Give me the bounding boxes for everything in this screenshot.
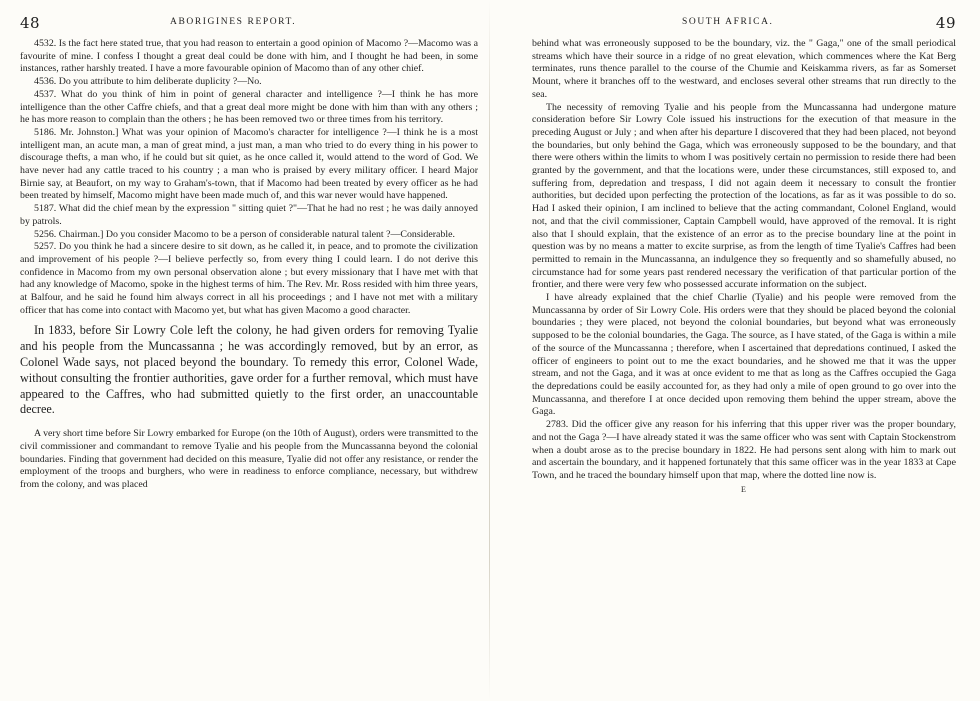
left-page-header [20,14,478,36]
paragraph-2783: 2783. Did the officer give any reason for his inferring that this upper river was the proper boundary, and not the Gaga ?—I have already stated it was the same officer who was sent with Captain Stockenstrom when a doubt arose as to the precise boundary in 1822. He had persons sent along with him to mark out and ascertain the boundary, and it happened fortunately that this same officer was in the year 1833 at Cape Town, and he traced the boundary himself upon that map, where the dotted line now is. [532,419,956,481]
paragraph-explained: I have already explained that the chief Charlie (Tyalie) and his people were removed from the Muncassanna by order of Sir Lowry Cole. His orders were that they should be placed beyond the colonial boundaries ; they were placed, not beyond the colonial boundaries, but beyond what was erroneously supposed to be the colonial boundaries, the Gaga. The source, as I have stated, of the Gaga is within a mile of the source of the Muncassanna ; therefore, when I ascertained that depredations continued, I asked the officer of engineers to point out to me the exact boundaries, and he showed me that it was the upper stream, and not the Gaga, and it was at once evident to me that as long as the Caffres occupied the Gaga the depredations could be easily accounted for, as they had only a mile of open ground to go over into the Muncassanna, and therefore I at once decided upon removing them behind the upper stream, above the Gaga. [532,292,956,418]
paragraph-5186: 5186. Mr. Johnston.] What was your opinion of Macomo's character for intelligence ?—I think he is a most intelligent man, an acute man, a man of great mind, a just man, a man who tried to do every thing in his power to discourage thefts, a man who, if he could but sit quiet, as he once called it, would attend to the word of God. We have never had any cattle traced to his country ; a man who is praised by every military officer. I heard Major Birnie say, at Beaufort, on my way to Graham's-town, that if Macomo had been treated by every officer as he had been treated by himself, Macomo might have been made much of, and this war never would have happened. [20,126,478,202]
paragraph-4532: 4532. Is the fact here stated true, that you had reason to entertain a good opinion of Macomo ?—Macomo was a favourite of mine. I confess I thought a great deal could be done with him, and I thought he had been, in some instances, rather harshly treated. I have a more favourable opinion of Macomo than of any other chief. [20,38,478,75]
narrative-paragraph-1833: In 1833, before Sir Lowry Cole left the colony, he had given orders for removing Tyalie and his people from the Muncassanna ; he was accordingly removed, but by an error, as Colonel Wade says, not placed beyond the boundary. To remedy this error, Colonel Wade, without consulting the frontier authorities, gave order for a further removal, which must have appeared to the Caffres, who had submitted quietly to the first order, an unaccountable decree. [20,323,478,417]
paragraph-5187: 5187. What did the chief mean by the expression " sitting quiet ?"—That he had no rest ; he was daily annoyed by patrols. [20,203,478,227]
page-number: 48 [20,14,41,32]
paragraph-5257: 5257. Do you think he had a sincere desire to sit down, as he called it, in peace, and to promote the civilization and improvement of his people ?—I believe perfectly so, from every thing I could learn. I do not derive this confidence in Macomo from my own personal observation alone ; but every missionary that I have met with that had any knowledge of Macomo, spoke in the highest terms of him. The Rev. Mr. Ross resided with him three years, at Balfour, and he said he found him always correct in all his proceedings ; and I have not met with a military officer that has come into contact with Macomo yet, but what has given Macomo a good character. [20,241,478,316]
paragraph-4536: 4536. Do you attribute to him deliberate duplicity ?—No. [34,76,262,88]
page-number: 49 [935,14,956,32]
continuation-paragraph: behind what was erroneously supposed to be the boundary, viz. the " Gaga," one of the small periodical streams which have their source in a ridge of no great elevation, which commences where the Kat Berg terminates, runs thence parallel to the course of the Chumie and Keiskamma rivers, as far as Somerset Mount, where it branches off to the westward, and encloses several other streams that run directly to the sea. [532,38,956,100]
running-head: ABORIGINES REPORT. [170,17,297,27]
paragraph-necessity: The necessity of removing Tyalie and his people from the Muncassanna had undergone mature consideration before Sir Lowry Cole issued his instructions for the execution of that measure in the preceding August or July ; and when after his departure I discovered that they had been placed, not beyond the boundaries, but only behind the Gaga, which was erroneously supposed to be the boundary, and that there were others within the limits to whom I was positively certain no permission to reside there had been granted by the government, and that the locations were, under these circumstances, still exposed to, and suffering from, depredation and trespass, I did not again deem it necessary to consult the frontier authorities, but decided upon perfecting the protection of the locations, as far as it was possible to do so. Had I asked their opinion, I am inclined to believe that the acting commandant, Colonel England, would not, and that the civil commissioner, Captain Campbell would, have approved of the removal. It is right also that I should explain, that the existence of an error as to the precise boundary line at the point in question was by no means a matter to excite surprise, as from the length of time Tyalie's Caffres had been permitted to remain in the Muncassanna, an indulgence they so frequently and so shamefully abused, no circumstance had for some years past rendered necessary the verification of that particular portion of the frontier, and there were very few who possessed accurate information on the subject. [532,101,956,291]
spacer [20,418,478,428]
paragraph-4537: 4537. What do you think of him in point of general character and intelligence ?—I think he has more intelligence than the other Caffre chiefs, and that a great deal more might be done with him than with any others ; he has more reason to complain than the others ; he has been removed two or three times from his territory. [20,88,478,126]
narrative-paragraph-august: A very short time before Sir Lowry embarked for Europe (on the 10th of August), orders were transmitted to the civil commissioner and commandant to remove Tyalie and his people from the Muncassanna beyond the colonial boundaries. Finding that government had decided on this measure, Tyalie did not offer any resistance, or render the employment of the troops and burghers, who were in readiness to enforce compliance, necessary, but withdrew from the colony, and was placed [20,428,478,491]
paragraph-5256: 5256. Chairman.] Do you consider Macomo to be a person of considerable natural talent ?—Considerable. [34,228,455,240]
running-head: SOUTH AFRICA. [682,17,774,27]
signature-mark: E [741,484,747,494]
right-page-header [532,14,956,36]
right-page [490,0,980,701]
